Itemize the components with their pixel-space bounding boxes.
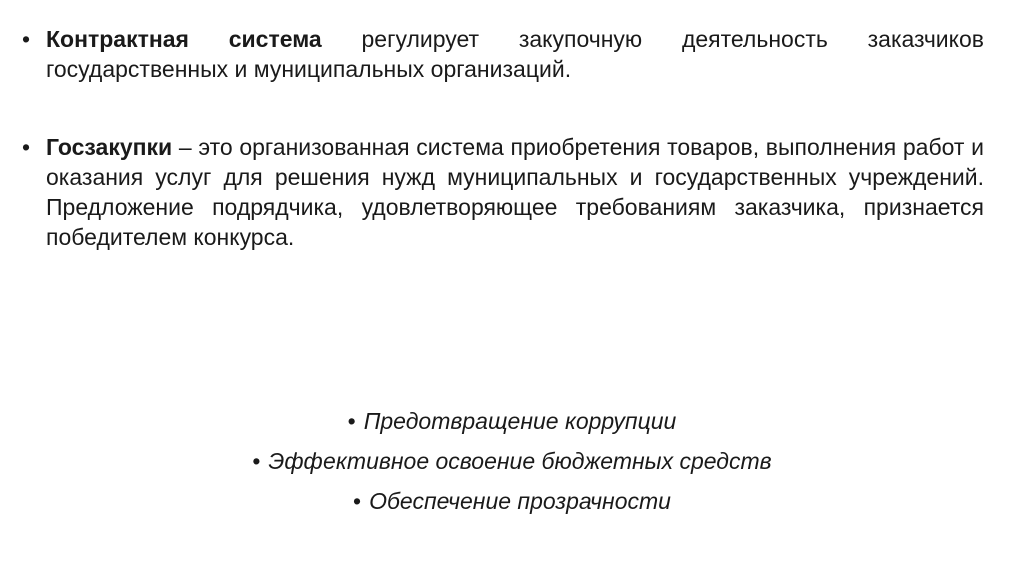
goal-marker: • (347, 408, 356, 434)
goal-item (0, 481, 1024, 521)
bullet-goszakupki (22, 132, 984, 252)
goal-item (0, 401, 1024, 441)
bullet-description: регулирует закупочную деятельность заказчиков государственных и муниципальных организаций. (46, 26, 984, 82)
bullet-marker: • (22, 134, 31, 160)
bullet-term: Контрактная система (46, 26, 322, 52)
goal-label: Обеспечение прозрачности (369, 488, 671, 514)
bullet-text (46, 132, 984, 252)
bullet-marker: • (22, 26, 31, 52)
goal-label: Эффективное освоение бюджетных средств (268, 448, 772, 474)
goal-label: Предотвращение коррупции (363, 408, 677, 434)
goal-marker: • (252, 448, 261, 474)
bullet-text (46, 24, 984, 84)
goal-item (0, 441, 1024, 481)
goal-marker: • (353, 488, 362, 514)
goals-list (0, 401, 1024, 521)
bullet-contract-system (22, 24, 984, 84)
bullet-description: – это организованная система приобретения товаров, выполнения работ и оказания услуг для решения нужд муниципальных и государственных учреждений. Предложение подрядчика, удовлетворяющее требованиям заказчика, признается победителем конкурса. (46, 134, 984, 250)
bullet-term: Госзакупки (46, 134, 173, 160)
